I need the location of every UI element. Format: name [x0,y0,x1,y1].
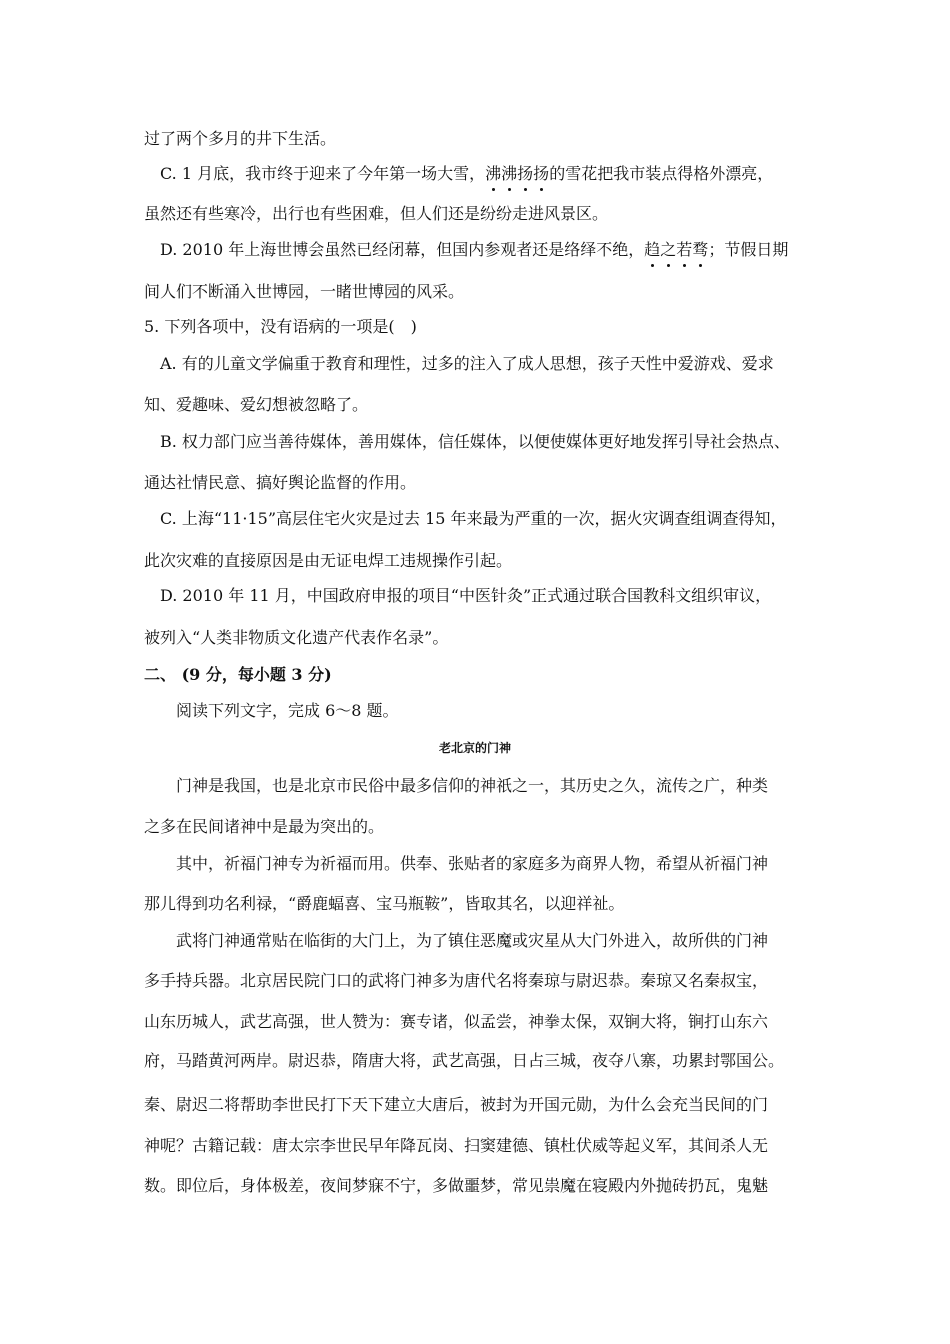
passage-title: 老北京的门神 [438,741,511,755]
option-d-line-1 [160,239,788,261]
option-d-line-2: 被列入“人类非物质文化遗产代表作名录”。 [144,628,449,647]
text-line: 虽然还有些寒冷，出行也有些困难，但人们还是纷纷走进风景区。 [144,204,609,223]
text-segment: ；节假日期 [708,240,789,259]
text-line: 过了两个多月的井下生活。 [144,129,337,148]
option-c-line-1: C. 上海“11·15”高层住宅火灾是过去 15 年来最为严重的一次，据火灾调查组调查得知， [160,509,787,528]
option-b-line-2: 通达社情民意、搞好舆论监督的作用。 [144,473,417,492]
emphasis-char: 扬 [517,164,534,183]
emphasis-char: 骛 [692,240,709,259]
text-segment: 的雪花把我市装点得格外漂亮， [549,164,774,183]
paragraph-line: 多手持兵器。北京居民院门口的武将门神多为唐代名将秦琼与尉迟恭。秦琼又名秦叔宝， [144,971,769,990]
option-c-line-2: 此次灾难的直接原因是由无证电焊工违规操作引起。 [144,551,513,570]
emphasis-char: 若 [676,240,693,259]
paragraph-line: 武将门神通常贴在临街的大门上，为了镇住恶魔或灾星从大门外进入，故所供的门神 [176,931,769,950]
paragraph-line: 神呢？古籍记载：唐太宗李世民早年降瓦岗、扫窦建德、镇杜伏威等起义军，其间杀人无 [144,1136,769,1155]
emphasis-char: 扬 [533,164,550,183]
question-5-stem: 5. 下列各项中，没有语病的一项是( ) [144,317,417,336]
option-a-line-2: 知、爱趣味、爱幻想被忽略了。 [144,395,369,414]
paragraph-line: 门神是我国，也是北京市民俗中最多信仰的神祇之一，其历史之久，流传之广，种类 [176,776,769,795]
text-segment: C. 1 月底，我市终于迎来了今年第一场大雪， [160,164,486,183]
paragraph-line: 秦、尉迟二将帮助李世民打下天下建立大唐后，被封为开国元勋，为什么会充当民间的门 [144,1095,769,1114]
emphasis-char: 沸 [501,164,518,183]
option-b-line-1: B. 权力部门应当善待媒体，善用媒体，信任媒体，以便使媒体更好地发挥引导社会热点、 [160,432,790,451]
paragraph-line: 山东历城人，武艺高强，世人赞为：赛专诸，似孟尝，神拳太保，双锏大将，锏打山东六 [144,1012,769,1031]
emphasis-char: 趋 [644,240,661,259]
option-d-line-1: D. 2010 年 11 月，中国政府申报的项目“中医针灸”正式通过联合国教科文组织审议， [160,586,772,605]
paragraph-line: 那儿得到功名利禄，“爵鹿蝠喜、宝马瓶鞍”，皆取其名，以迎祥祉。 [144,894,625,913]
paragraph-line: 其中，祈福门神专为祈福而用。供奉、张贴者的家庭多为商界人物，希望从祈福门神 [176,854,769,873]
text-line: 间人们不断涌入世博园，一睹世博园的风采。 [144,282,465,301]
option-c-line-1 [160,163,773,185]
reading-instruction: 阅读下列文字，完成 6～8 题。 [176,701,399,720]
paragraph-line: 之多在民间诸神中是最为突出的。 [144,817,385,836]
emphasis-char: 沸 [485,164,502,183]
section-heading: 二、 (9 分，每小题 3 分) [144,665,332,684]
paragraph-line: 府，马踏黄河两岸。尉迟恭，隋唐大将，武艺高强，日占三城，夜夺八寨，功累封鄂国公。 [144,1051,785,1070]
text-segment: D. 2010 年上海世博会虽然已经闭幕，但国内参观者还是络绎不绝， [160,240,645,259]
paragraph-line: 数。即位后，身体极差，夜间梦寐不宁，多做噩梦，常见祟魔在寝殿内外抛砖扔瓦，鬼魅 [144,1176,769,1195]
option-a-line-1: A. 有的儿童文学偏重于教育和理性，过多的注入了成人思想，孩子天性中爱游戏、爱求 [160,354,774,373]
emphasis-char: 之 [660,240,677,259]
